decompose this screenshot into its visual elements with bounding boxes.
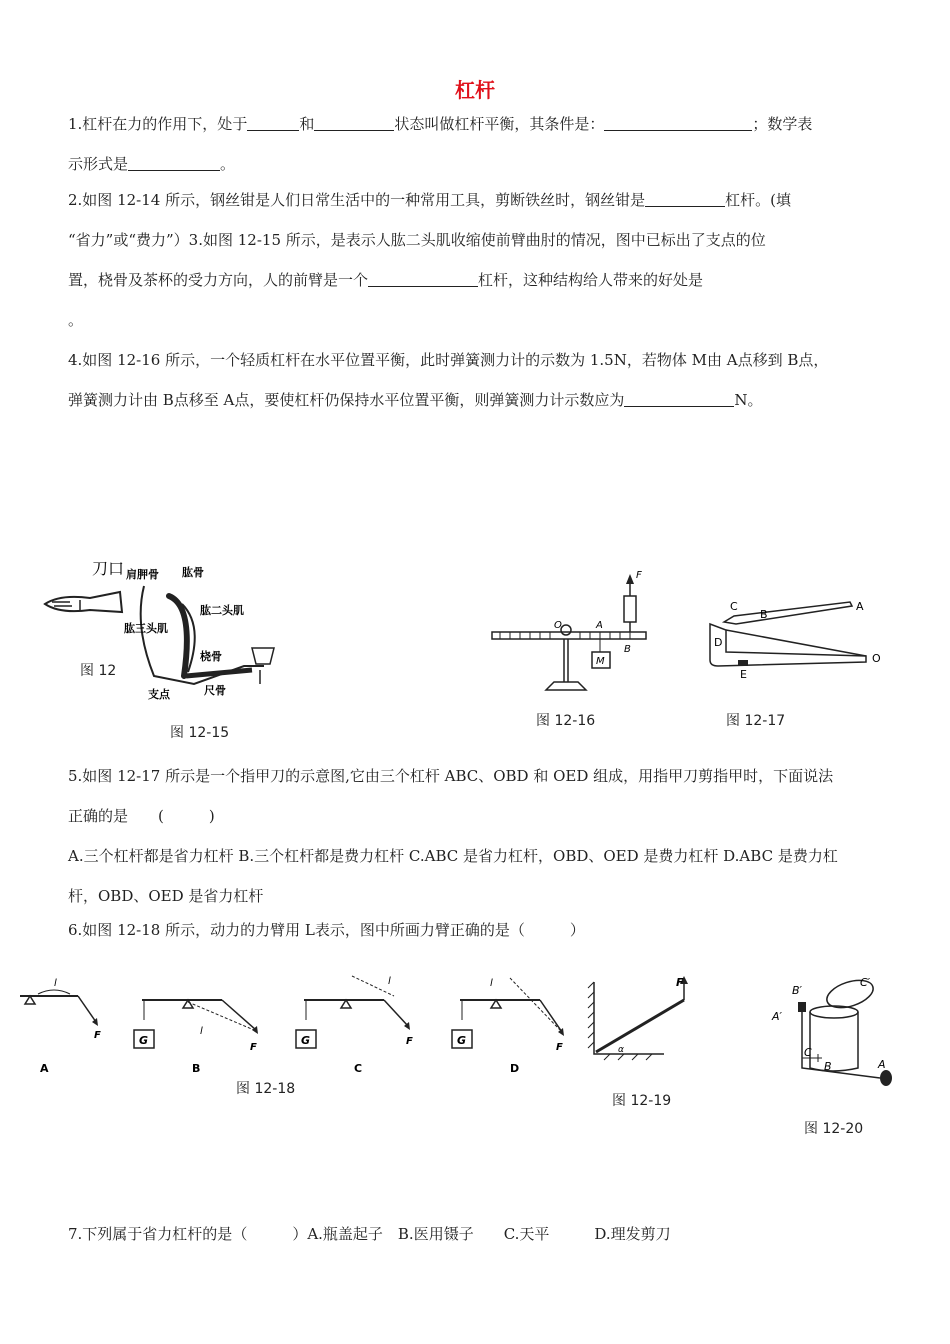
fig16-f-label: F <box>636 570 642 581</box>
fig18c-g-label: G <box>301 1034 311 1047</box>
page-title: 杠杆 <box>455 78 495 102</box>
figure-12-15 <box>124 566 284 706</box>
q5-text-a: 5.如图 12-17 所示是一个指甲刀的示意图,它由三个杠杆 ABC、OBD 和 OED 组成，用指甲刀剪指甲时，下面说法 <box>68 767 834 785</box>
q7-text-a: 7.下列属于省力杠杆的是（ ）A.瓶盖起子 B.医用镊子 C.天平 D.理发剪刀 <box>68 1225 671 1243</box>
fig18d-g-label: G <box>457 1034 467 1047</box>
question-7 <box>68 1214 888 1254</box>
fig18d-l-label: l <box>490 978 493 989</box>
fig20-b2-label: B′ <box>792 984 803 997</box>
q3-text-c: 杠杆，这种结构给人带来的好处是 <box>478 271 704 289</box>
fig16-o-label: O <box>554 620 562 631</box>
q4-text-a: 4.如图 12-16 所示，一个轻质杠杆在水平位置平衡，此时弹簧测力计的示数为 1.5N，若物体 M由 A点移到 B点， <box>68 351 829 369</box>
fig14-knife-label: 刀口 <box>92 559 125 578</box>
q2-text-b: 杠杆。(填 <box>725 191 791 209</box>
q1-text-b: 和 <box>299 115 315 133</box>
fig18-option-c: C <box>354 1062 363 1075</box>
fig18-option-b: B <box>192 1062 201 1075</box>
q2-blank-1[interactable] <box>645 188 725 207</box>
fig17-a-label: A <box>856 600 864 613</box>
fig20-c-label: C <box>804 1046 812 1059</box>
question-6 <box>68 910 888 950</box>
fig17-b-label: B <box>760 608 768 621</box>
q1-text-a: 1.杠杆在力的作用下，处于 <box>68 115 248 133</box>
question-5 <box>68 756 888 916</box>
figure-12-20 <box>762 972 902 1092</box>
fig16-b-label: B <box>624 644 631 655</box>
figure-12-18 <box>20 972 580 1082</box>
q2-text-a: 2.如图 12-14 所示，钢丝钳是人们日常生活中的一种常用工具，剪断铁丝时，钢丝钳是 <box>68 191 646 209</box>
q6-text-a: 6.如图 12-18 所示，动力的力臂用 L表示，图中所画力臂正确的是（ ） <box>68 921 585 939</box>
fig20-b-label: B <box>824 1060 832 1073</box>
fig18-option-d: D <box>510 1062 520 1075</box>
q1-text-e: 示形式是 <box>68 155 129 173</box>
fig20-c2-label: C′ <box>860 976 871 989</box>
q4-blank-1[interactable] <box>624 388 734 407</box>
fig18b-g-label: G <box>139 1034 149 1047</box>
caption-fig-12-18: 图 12-18 <box>236 1081 296 1097</box>
fig16-m-label: M <box>596 656 605 667</box>
fig17-c-label: C <box>730 600 738 613</box>
fig16-a-label: A <box>596 620 603 631</box>
fig20-a2-label: A′ <box>772 1010 783 1023</box>
q3-blank-1[interactable] <box>368 268 478 287</box>
q1-blank-4[interactable] <box>128 152 220 171</box>
q1-blank-3[interactable] <box>604 112 752 131</box>
fig15-shoulder-label: 肩胛骨 <box>126 568 159 581</box>
fig15-fulcrum-label: 支点 <box>148 688 170 701</box>
q3-text-b: 置，桡骨及茶杯的受力方向，人的前臂是一个 <box>68 271 369 289</box>
q1-blank-1[interactable] <box>247 112 299 131</box>
question-1 <box>68 104 888 184</box>
fig18-option-a: A <box>40 1062 49 1075</box>
caption-fig-12-14: 图 12 <box>80 663 117 679</box>
fig18d-f-label: F <box>556 1042 563 1053</box>
q5-text-d: 杆，OBD、OED 是省力杠杆 <box>68 887 264 905</box>
caption-fig-12-20: 图 12-20 <box>804 1121 864 1137</box>
fig17-e-label: E <box>740 668 747 681</box>
caption-fig-12-15: 图 12-15 <box>170 725 230 741</box>
fig17-o-label: O <box>872 652 881 665</box>
question-2-3 <box>68 180 888 340</box>
fig15-triceps-label: 肱三头肌 <box>124 622 168 635</box>
q5-text-c: A.三个杠杆都是省力杠杆 B.三个杠杆都是费力杠杆 C.ABC 是省力杠杆，OBD、OED 是费力杠杆 D.ABC 是费力杠 <box>68 847 838 865</box>
figure-12-14 <box>40 556 130 666</box>
caption-fig-12-19: 图 12-19 <box>612 1093 672 1109</box>
fig17-d-label: D <box>714 636 723 649</box>
fig18a-l-label: l <box>54 978 57 989</box>
q1-text-c: 状态叫做杠杆平衡，其条件是： <box>394 115 605 133</box>
figure-12-16 <box>486 566 656 696</box>
fig18a-f-label: F <box>94 1030 101 1041</box>
q1-blank-2[interactable] <box>314 112 394 131</box>
fig18b-f-label: F <box>250 1042 257 1053</box>
fig18c-l-label: l <box>388 976 391 987</box>
fig19-alpha-label: α <box>618 1045 624 1055</box>
q5-text-b: 正确的是 ( ) <box>68 807 215 825</box>
caption-fig-12-17: 图 12-17 <box>726 713 786 729</box>
question-4 <box>68 340 888 420</box>
caption-fig-12-16: 图 12-16 <box>536 713 596 729</box>
q3-text-d: 。 <box>68 311 84 329</box>
fig15-humerus-label: 肱骨 <box>182 566 204 579</box>
q1-text-f: 。 <box>220 155 236 173</box>
q4-text-c: N。 <box>734 391 763 409</box>
q1-text-d: ；数学表 <box>752 115 813 133</box>
q3-text-a: “省力”或“费力”）3.如图 12-15 所示，是表示人肱二头肌收缩使前臂曲肘的情况，图中已标出了支点的位 <box>68 231 766 249</box>
fig15-biceps-label: 肱二头肌 <box>200 604 244 617</box>
fig20-a-label: A <box>878 1058 886 1071</box>
fig15-ulna-label: 尺骨 <box>204 684 226 697</box>
figure-12-17 <box>700 590 890 680</box>
fig18c-f-label: F <box>406 1036 413 1047</box>
fig15-radius-label: 桡骨 <box>200 650 222 663</box>
fig19-f-label: F <box>676 976 684 989</box>
fig18b-l-label: l <box>200 1026 203 1037</box>
figure-12-19 <box>584 972 694 1062</box>
q4-text-b: 弹簧测力计由 B点移至 A点，要使杠杆仍保持水平位置平衡，则弹簧测力计示数应为 <box>68 391 625 409</box>
